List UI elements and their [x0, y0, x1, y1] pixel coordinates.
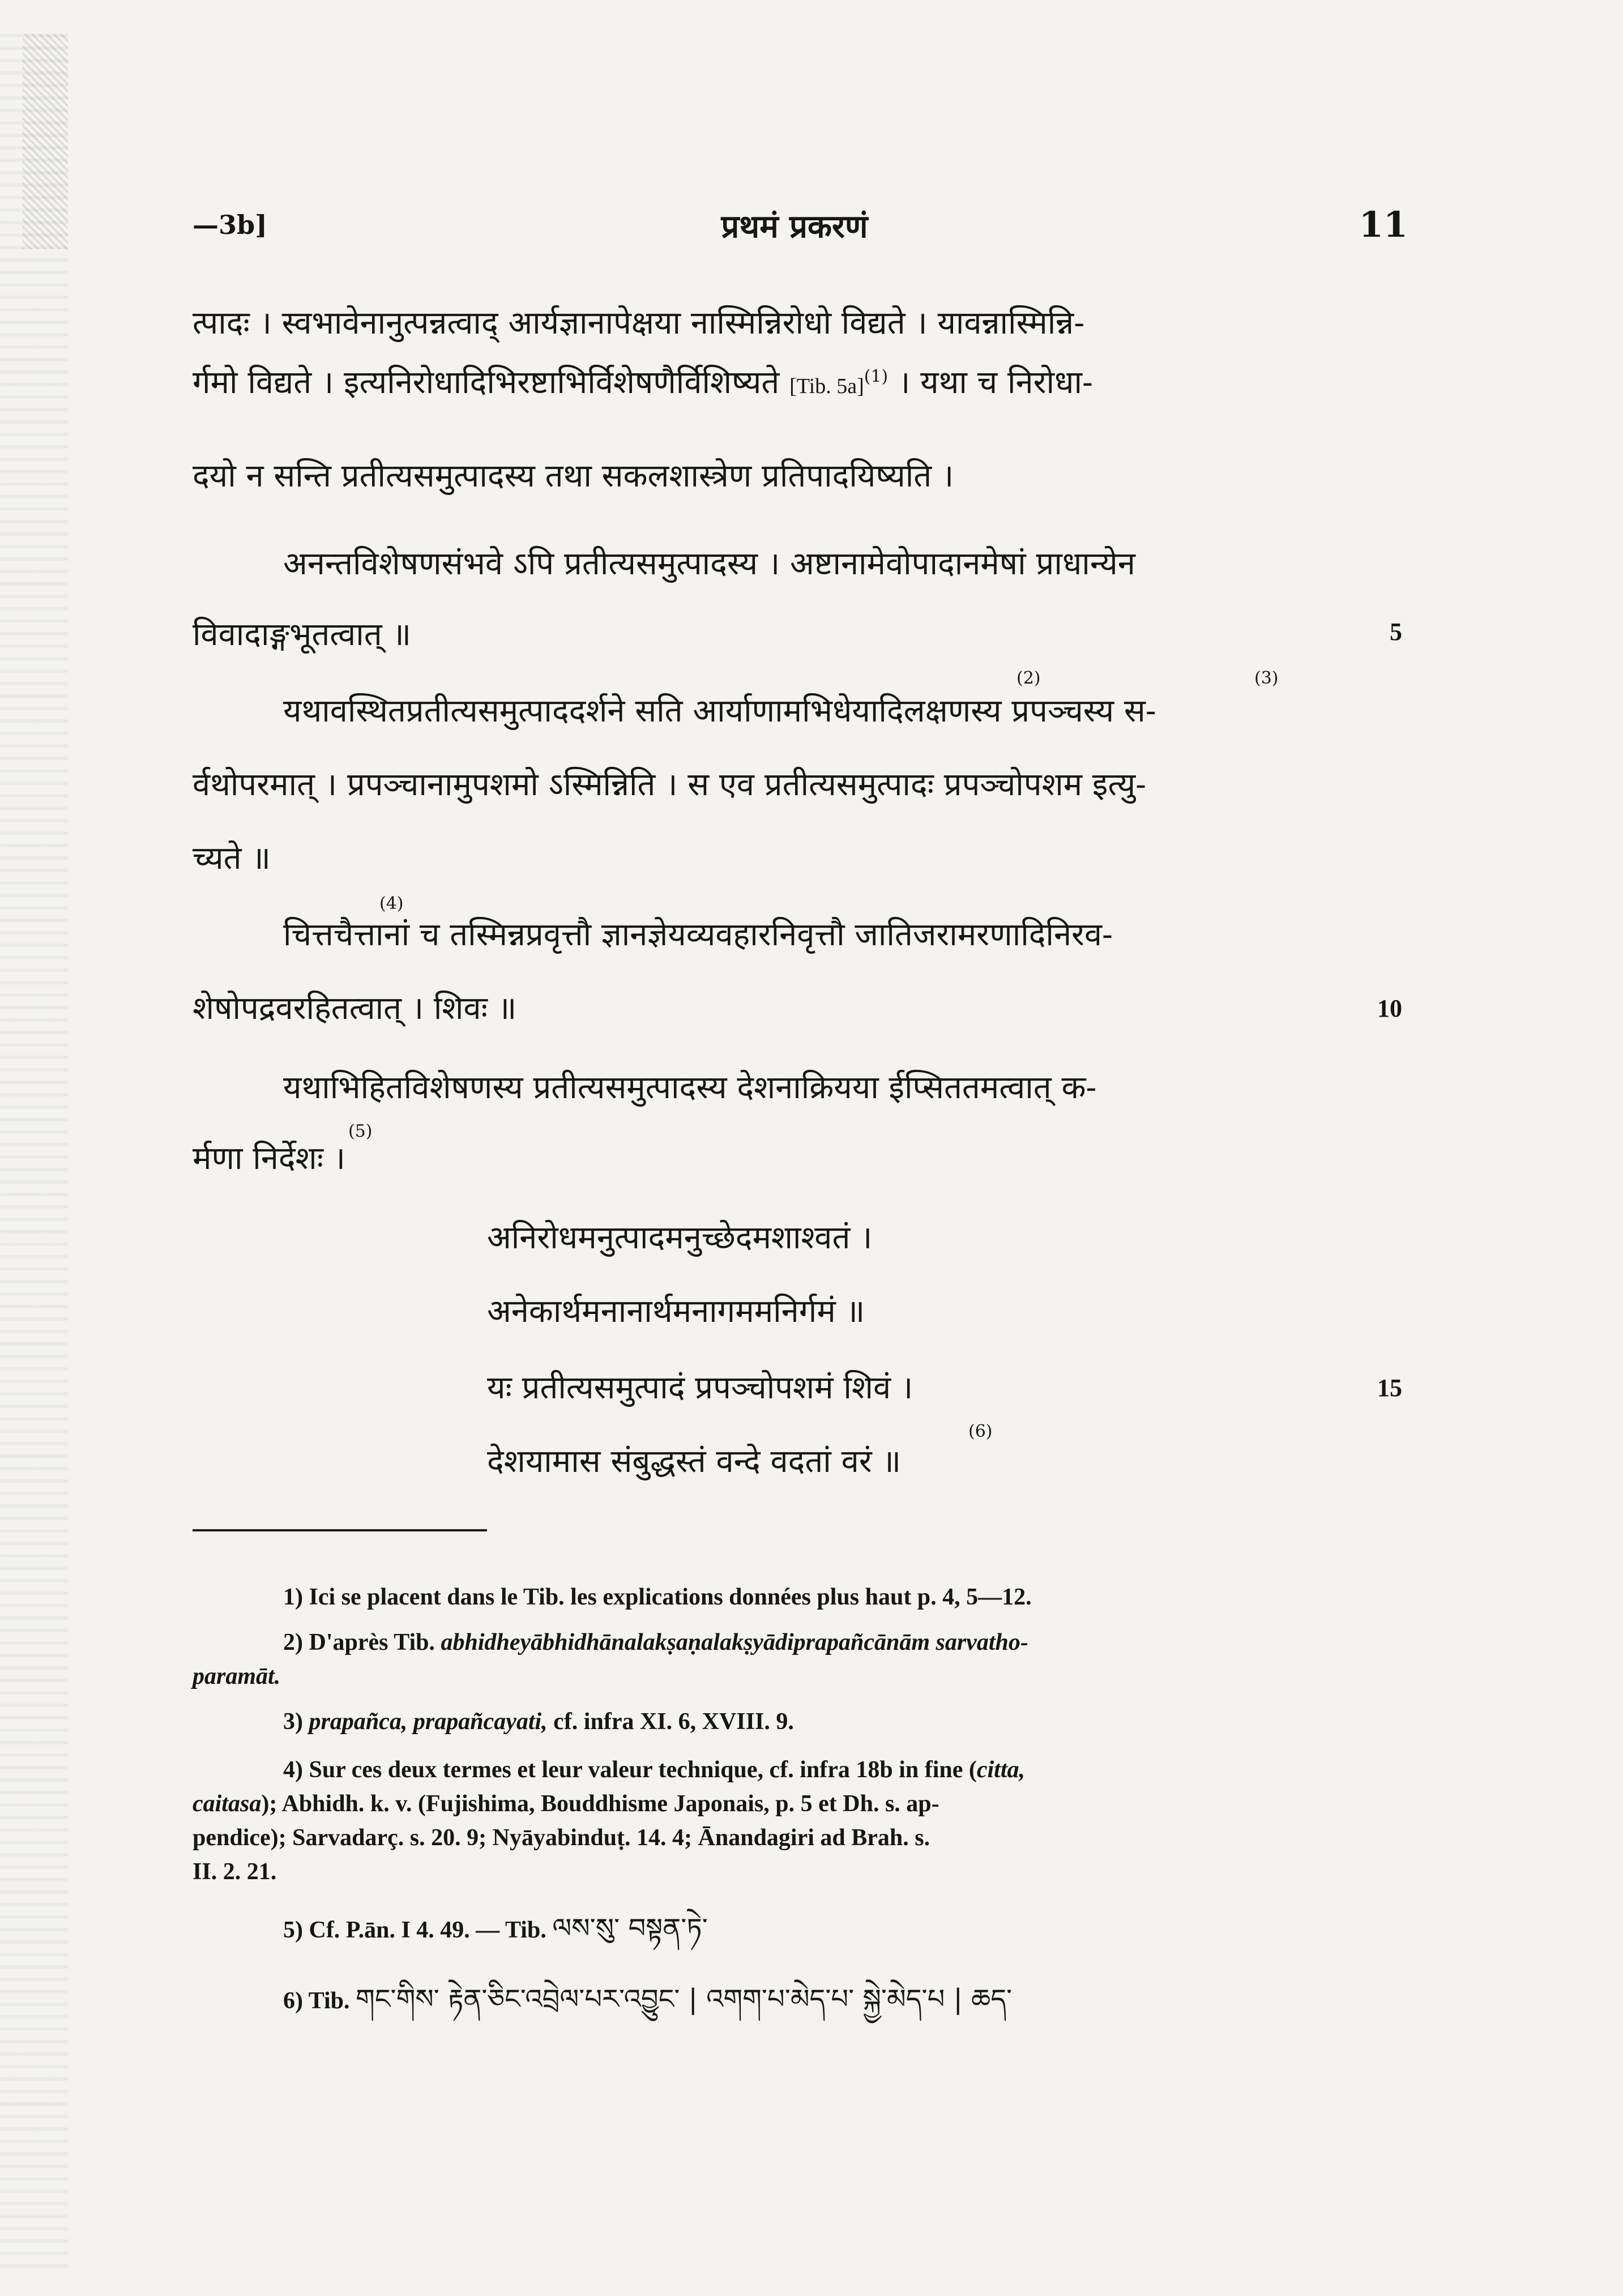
footnote-4-cont: pendice); Sarvadarç. s. 20. 9; Nyāyabinduṭ. 14. 4; Ānandagiri ad Brah. s.: [193, 1825, 930, 1851]
footnote-4-cont: caitasa); Abhidh. k. v. (Fujishima, Bouddhisme Japonais, p. 5 et Dh. s. ap-: [193, 1791, 939, 1817]
footnote-2: 2) D'après Tib. abhidheyābhidhānalakṣaṇalakṣyādiprapañcānām sarvatho-: [283, 1629, 1028, 1655]
footnote-marker: (6): [968, 1422, 993, 1441]
section-ref: —3b]: [193, 210, 267, 240]
verse-line: देशयामास संबुद्धस्तं वन्दे वदतां वरं ॥: [487, 1443, 901, 1480]
scan-edge-noise: [0, 34, 68, 2277]
page-number: 11: [1359, 204, 1408, 245]
body-line: च्यते ॥: [193, 840, 271, 877]
body-line: र्वथोपरमात् । प्रपञ्चानामुपशमो ऽस्मिन्निति । स एव प्रतीत्यसमुत्पादः प्रपञ्चोपशम इत्यु-: [193, 766, 1147, 803]
footnote-separator: [193, 1529, 487, 1531]
footnote-3: 3) prapañca, prapañcayati, cf. infra XI. 6, XVIII. 9.: [283, 1709, 794, 1735]
body-line: यथाभिहितविशेषणस्य प्रतीत्यसमुत्पादस्य देशनाक्रियया ईप्सिततमत्वात् क-: [283, 1069, 1097, 1106]
body-line: चित्तचैत्तानां च तस्मिन्नप्रवृत्तौ ज्ञानज्ञेयव्यवहारनिवृत्तौ जातिजरामरणादिनिरव-: [283, 916, 1113, 953]
running-header: [193, 204, 1408, 255]
tibetan-text: གང་གིས་ རྟེན་ཅིང་འབྲེལ་པར་འབྱུང་ | འགག་པ་མེད་པ་ སྐྱེ་མེད་པ | ཆད་: [356, 1983, 1013, 2015]
footnote-4-cont: II. 2. 21.: [193, 1859, 277, 1885]
footnote-marker: (4): [379, 894, 404, 914]
footnote-marker: (1): [864, 366, 889, 387]
body-line: र्गमो विद्यते । इत्यनिरोधादिभिरष्टाभिर्विशेषणैर्विशिष्यते [Tib. 5a]$^{(1)}$ । यथा च निरोधा-: [193, 364, 1093, 401]
scan-corner-noise: [23, 34, 68, 249]
verse-line: अनेकार्थमनानार्थमनागममनिर्गमं ॥: [487, 1293, 865, 1330]
verse-line: यः प्रतीत्यसमुत्पादं प्रपञ्चोपशमं शिवं ।: [487, 1369, 913, 1406]
line-number: 15: [1377, 1374, 1402, 1402]
body-line: दयो न सन्ति प्रतीत्यसमुत्पादस्य तथा सकलशास्त्रेण प्रतिपादयिष्यति ।: [193, 458, 954, 494]
footnote-4: 4) Sur ces deux termes et leur valeur technique, cf. infra 18b in fine (citta,: [283, 1757, 1026, 1783]
line-number: 5: [1390, 618, 1402, 646]
footnote-marker: (2): [1016, 668, 1041, 688]
tib-ref: [Tib. 5a]: [789, 374, 864, 398]
footnote-6: 6) Tib. གང་གིས་ རྟེན་ཅིང་འབྲེལ་པར་འབྱུང་ | འགག་པ་མེད་པ་ སྐྱེ་མེད་པ | ཆད་: [283, 1983, 1013, 2015]
footnote-5: 5) Cf. P.ān. I 4. 49. — Tib. ལས་སུ་ བསྟན་ཏེ་: [283, 1913, 708, 1944]
verse-line: अनिरोधमनुत्पादमनुच्छेदमशाश्वतं ।: [487, 1219, 873, 1256]
footnote-1: 1) Ici se placent dans le Tib. les explications données plus haut p. 4, 5—12.: [283, 1584, 1032, 1610]
body-line: र्मणा निर्देशः ।: [193, 1140, 346, 1177]
footnote-marker: (5): [348, 1121, 373, 1141]
footnote-2-cont: paramāt.: [193, 1663, 281, 1689]
body-line: विवादाङ्गभूतत्वात् ॥: [193, 616, 412, 653]
body-line: त्पादः । स्वभावेनानुत्पन्नत्वाद् आर्यज्ञानापेक्षया नास्मिन्निरोधो विद्यते । यावन्नास्मिन्नि-: [193, 305, 1085, 342]
body-line: यथावस्थितप्रतीत्यसमुत्पाददर्शने सति आर्याणामभिधेयादिलक्षणस्य प्रपञ्चस्य स-: [283, 693, 1156, 729]
body-line: अनन्तविशेषणसंभवे ऽपि प्रतीत्यसमुत्पादस्य । अष्टानामेवोपादानमेषां प्राधान्येन: [283, 545, 1135, 582]
footnote-marker: (3): [1254, 668, 1279, 688]
chapter-title: प्रथमं प्रकरणं: [721, 208, 868, 245]
line-number: 10: [1377, 995, 1402, 1022]
body-line: शेषोपद्रवरहितत्वात् । शिवः ॥: [193, 990, 517, 1027]
tibetan-text: ལས་སུ་ བསྟན་ཏེ་: [552, 1913, 708, 1944]
